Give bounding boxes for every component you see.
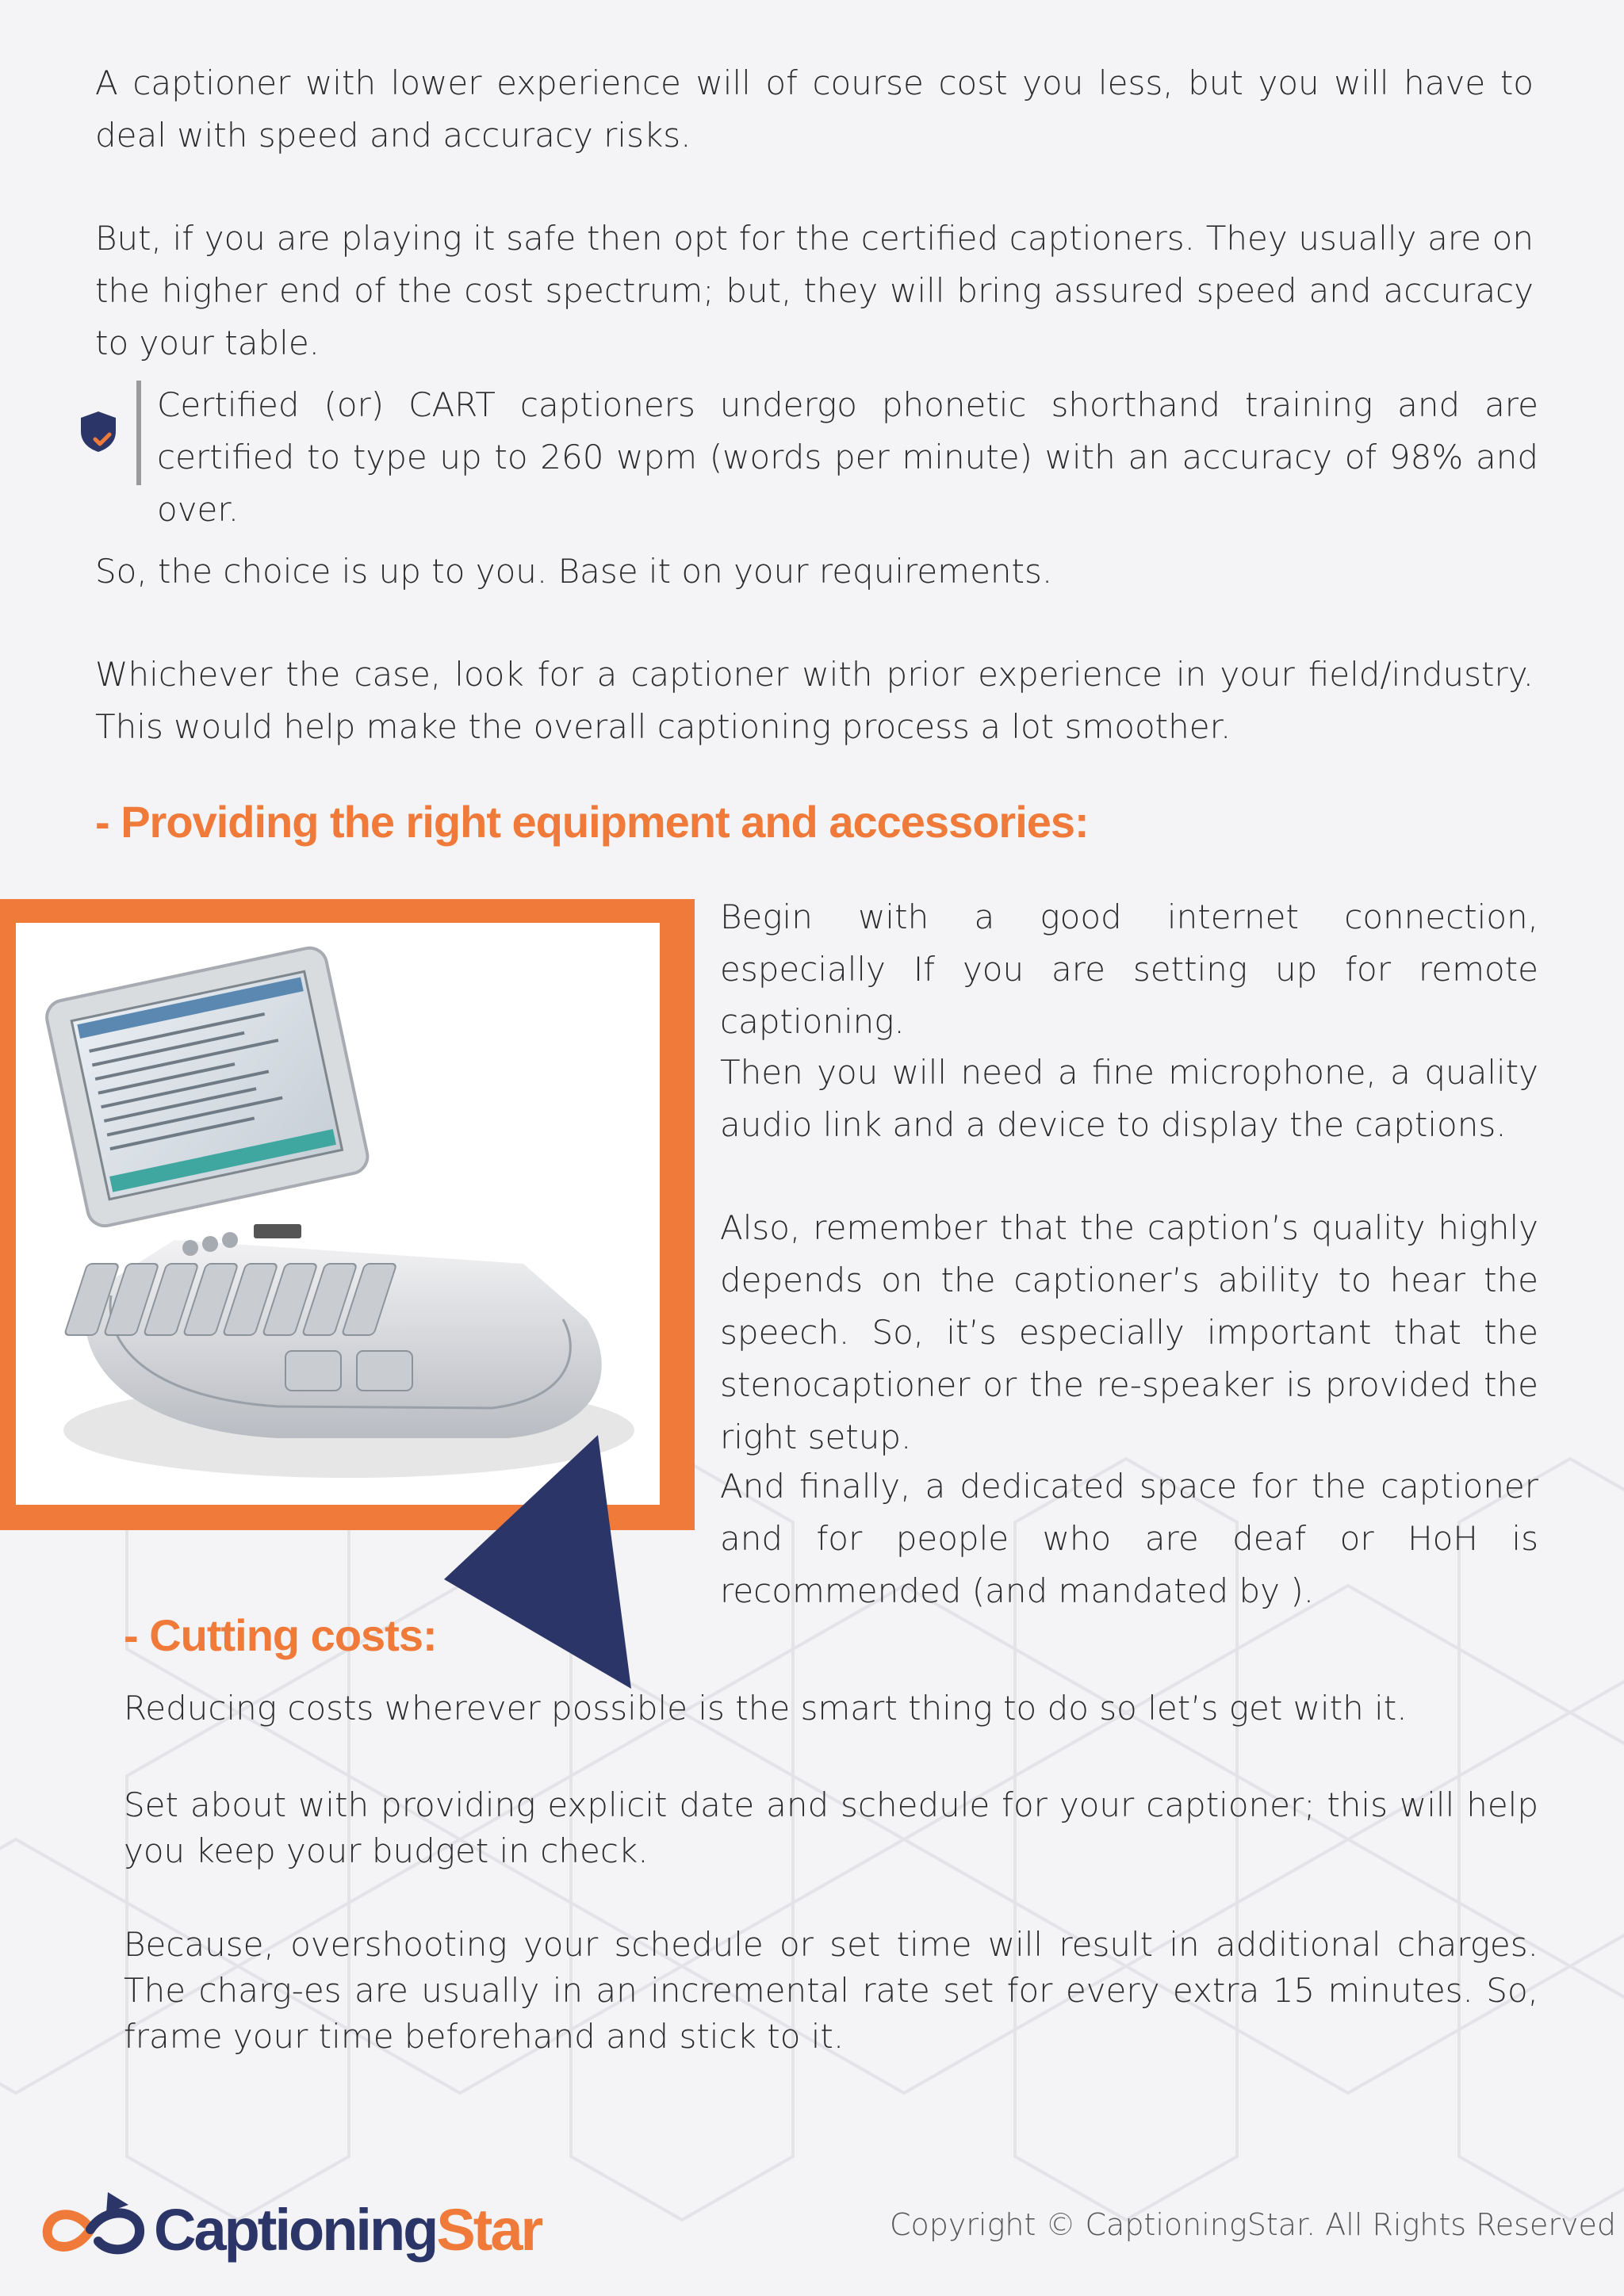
- logo-text-captioning: Captioning: [154, 2196, 437, 2263]
- costs-paragraph-1: Reducing costs wherever possible is the smart thing to do so let’s get with it.: [124, 1689, 1408, 1728]
- costs-heading: - Cutting costs:: [124, 1610, 437, 1660]
- captioningstar-logo: [35, 2182, 541, 2277]
- copyright-text: Copyright © CaptioningStar. All Rights Reserved: [890, 2207, 1616, 2242]
- equipment-paragraph-1: Begin with a good internet connection, especially If you are setting up for remote captioning.: [720, 897, 1538, 1041]
- intro-paragraph-1: A captioner with lower experience will of course cost you less, but you will have to deal with speed and accuracy risks.: [95, 63, 1534, 155]
- callout-bar: [136, 381, 141, 485]
- shield-check-icon: [78, 409, 119, 453]
- equipment-heading: - Providing the right equipment and accessories:: [95, 797, 1089, 847]
- stenotype-machine-image: [16, 923, 660, 1505]
- equipment-paragraph-2: Then you will need a fine microphone, a quality audio link and a device to display the captions.: [720, 1053, 1538, 1144]
- equipment-paragraph-4: And finally, a dedicated space for the captioner and for people who are deaf or HoH is recommended (and mandated by ).: [720, 1467, 1538, 1610]
- logo-loop-icon: [35, 2186, 154, 2273]
- costs-paragraph-3: Because, overshooting your schedule or set time will result in additional charges. The charg-es are usually in an incremental rate set for every extra 15 minutes. So, frame your time beforehand and stick to it.: [124, 1925, 1538, 2056]
- costs-paragraph-2: Set about with providing explicit date and schedule for your captioner; this will help you keep your budget in check.: [124, 1785, 1538, 1870]
- equipment-paragraph-3: Also, remember that the caption’s quality highly depends on the captioner’s ability to hear the speech. So, it’s especially important that the stenocaptioner or the re-speaker is provided the right setup.: [720, 1208, 1538, 1456]
- logo-text-star: Star: [436, 2196, 542, 2263]
- choice-paragraph-1: So, the choice is up to you. Base it on your requirements.: [95, 552, 1053, 591]
- callout-text: Certified (or) CART captioners undergo phonetic shorthand training and are certified to type up to 260 wpm (words per minute) with an accuracy of 98% and over.: [157, 385, 1538, 529]
- intro-paragraph-2: But, if you are playing it safe then opt for the certified captioners. They usually are on the higher end of the cost spectrum; but, they will bring assured speed and accuracy to your table.: [95, 219, 1534, 362]
- navy-triangle-decoration: [444, 1435, 631, 1689]
- choice-paragraph-2: Whichever the case, look for a captioner with prior experience in your field/industry. This would help make the overall captioning process a lot smoother.: [95, 655, 1534, 746]
